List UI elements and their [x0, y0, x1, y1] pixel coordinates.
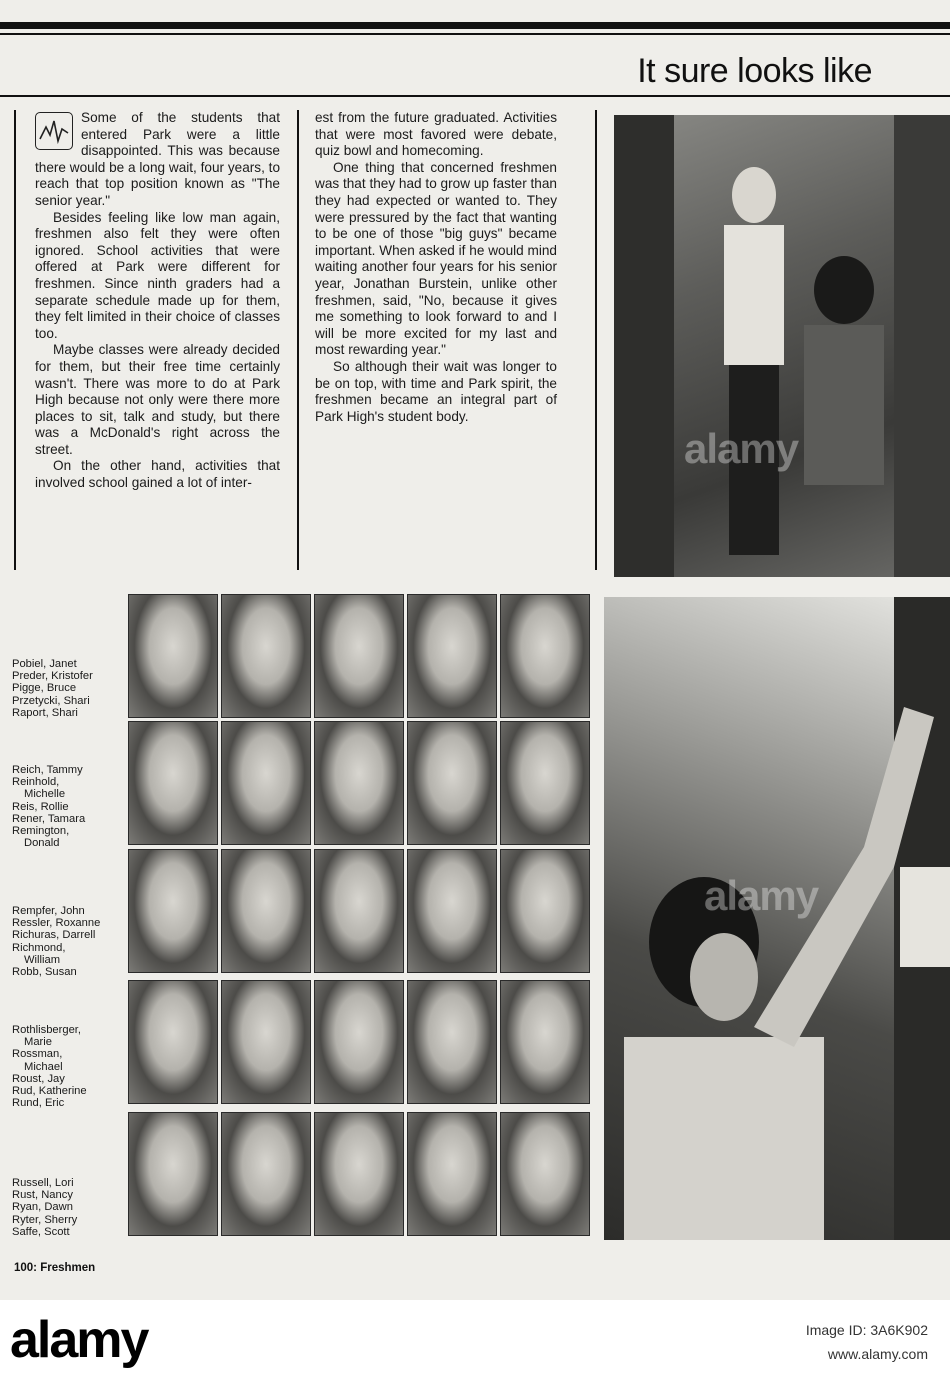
- student-portrait: [407, 980, 497, 1104]
- page-headline: It sure looks like: [637, 52, 872, 90]
- article-column-1: [35, 110, 280, 492]
- student-name: Rempfer, John: [12, 905, 85, 917]
- student-portrait: [500, 980, 590, 1104]
- top-rule-thick: [0, 22, 950, 29]
- student-portrait: [221, 594, 311, 718]
- student-name: Russell, Lori: [12, 1177, 74, 1189]
- student-name: Richmond,: [12, 941, 66, 954]
- section-logo-icon: [35, 112, 73, 150]
- student-portrait: [314, 1112, 404, 1236]
- student-portrait: [407, 594, 497, 718]
- student-portrait: [128, 594, 218, 718]
- alamy-url-label: www.alamy.com: [827, 1346, 928, 1362]
- column-divider-middle: [297, 110, 299, 570]
- student-name: Rener, Tamara: [12, 812, 86, 825]
- alamy-logo: alamy: [10, 1311, 148, 1369]
- student-name: Richuras, Darrell: [12, 929, 96, 942]
- student-portrait: [407, 721, 497, 845]
- watermark-overlay: alamy: [704, 872, 819, 919]
- watermark-overlay: alamy: [684, 425, 799, 472]
- student-portrait: [128, 721, 218, 845]
- student-name: Pigge, Bruce: [12, 682, 77, 695]
- student-name: Rud, Katherine: [12, 1085, 87, 1098]
- student-name: Remington,: [12, 825, 70, 838]
- article-paragraph: One thing that concerned freshmen was that they had to grow up faster than they had expected or wanted to. They were pressured by the fact that wanting to be one of those "big guys" became important. When asked if he would mind waiting another four years for his senior year, Jonathan Burstein, unlike other freshmen, said, "No, because it gives me something to look forward to and I will be more excited for my last and most rewarding year.": [315, 159, 557, 358]
- student-portrait: [407, 1112, 497, 1236]
- names-row-5: [12, 1177, 77, 1238]
- student-name: Raport, Shari: [12, 706, 78, 719]
- student-portrait: [128, 849, 218, 973]
- article-column-2: [315, 110, 557, 425]
- student-portrait: [221, 1112, 311, 1236]
- student-name: Ressler, Roxanne: [12, 917, 101, 930]
- student-portrait: [500, 849, 590, 973]
- student-portrait: [314, 980, 404, 1104]
- image-id-label: Image ID: 3A6K902: [805, 1322, 928, 1338]
- article-paragraph: Besides feeling like low man again, freshmen also felt they were often ignored. School activities that were offered at Park were different for freshmen. Since ninth graders had a separate schedule made up for them, they felt limited in their choice of classes too.: [35, 209, 280, 341]
- student-name: Marie: [24, 1036, 52, 1049]
- student-name: Rothlisberger,: [12, 1024, 82, 1036]
- student-name: Pobiel, Janet: [12, 658, 77, 670]
- student-portrait: [221, 980, 311, 1104]
- student-portrait: [221, 849, 311, 973]
- names-row-4: [12, 1024, 87, 1109]
- library-photo-boy-reaching: [604, 597, 950, 1240]
- names-row-3: [12, 905, 100, 978]
- column-divider-right: [595, 110, 597, 570]
- student-name: Ryan, Dawn: [12, 1201, 73, 1214]
- student-name: Reis, Rollie: [12, 800, 69, 813]
- headline-rule: [0, 95, 950, 97]
- article-paragraph: Some of the students that entered Park were a little disappointed. This was because there would be a long wait, four years, to reach that top position known as "The senior year.": [35, 110, 280, 208]
- student-name: Michelle: [24, 788, 66, 801]
- student-name: Saffe, Scott: [12, 1225, 70, 1238]
- article-paragraph: So although their wait was longer to be on top, with time and Park spirit, the freshmen became an integral part of Park High's student body.: [315, 358, 557, 424]
- student-name: Przetycki, Shari: [12, 694, 90, 707]
- student-name: Roust, Jay: [12, 1072, 65, 1085]
- student-name: Robb, Susan: [12, 966, 77, 979]
- student-portrait: [128, 980, 218, 1104]
- student-portrait: [221, 721, 311, 845]
- article-paragraph: Maybe classes were already decided for them, but their free time certainly wasn't. There was more to do at Park High because not only were there more places to sit, talk and study, but there was a McDonald's right across the street.: [35, 342, 280, 457]
- student-name: Rund, Eric: [12, 1097, 65, 1110]
- article-paragraph: est from the future graduated. Activities that were most favored were debate, quiz bowl and homecoming.: [315, 110, 557, 159]
- names-row-2: [12, 764, 85, 849]
- article-paragraph: On the other hand, activities that involved school gained a lot of inter-: [35, 458, 280, 491]
- top-rule-thin: [0, 33, 950, 35]
- student-name: Rust, Nancy: [12, 1189, 73, 1202]
- student-name: William: [24, 953, 61, 966]
- student-portrait: [314, 594, 404, 718]
- student-name: Reinhold,: [12, 776, 60, 789]
- student-name: Preder, Kristofer: [12, 670, 93, 683]
- student-name: Donald: [24, 837, 60, 850]
- student-portrait: [500, 594, 590, 718]
- student-name: Michael: [24, 1060, 63, 1073]
- student-name: Reich, Tammy: [12, 764, 83, 776]
- column-divider-left: [14, 110, 16, 570]
- student-name: Ryter, Sherry: [12, 1213, 78, 1226]
- student-portrait: [407, 849, 497, 973]
- names-row-1: [12, 658, 93, 719]
- student-portrait: [314, 849, 404, 973]
- student-portrait: [128, 1112, 218, 1236]
- student-portrait: [500, 721, 590, 845]
- student-portrait: [314, 721, 404, 845]
- student-portrait: [500, 1112, 590, 1236]
- student-name: Rossman,: [12, 1048, 63, 1061]
- page-folio: 100: Freshmen: [14, 1262, 96, 1274]
- library-photo-students: [614, 115, 950, 577]
